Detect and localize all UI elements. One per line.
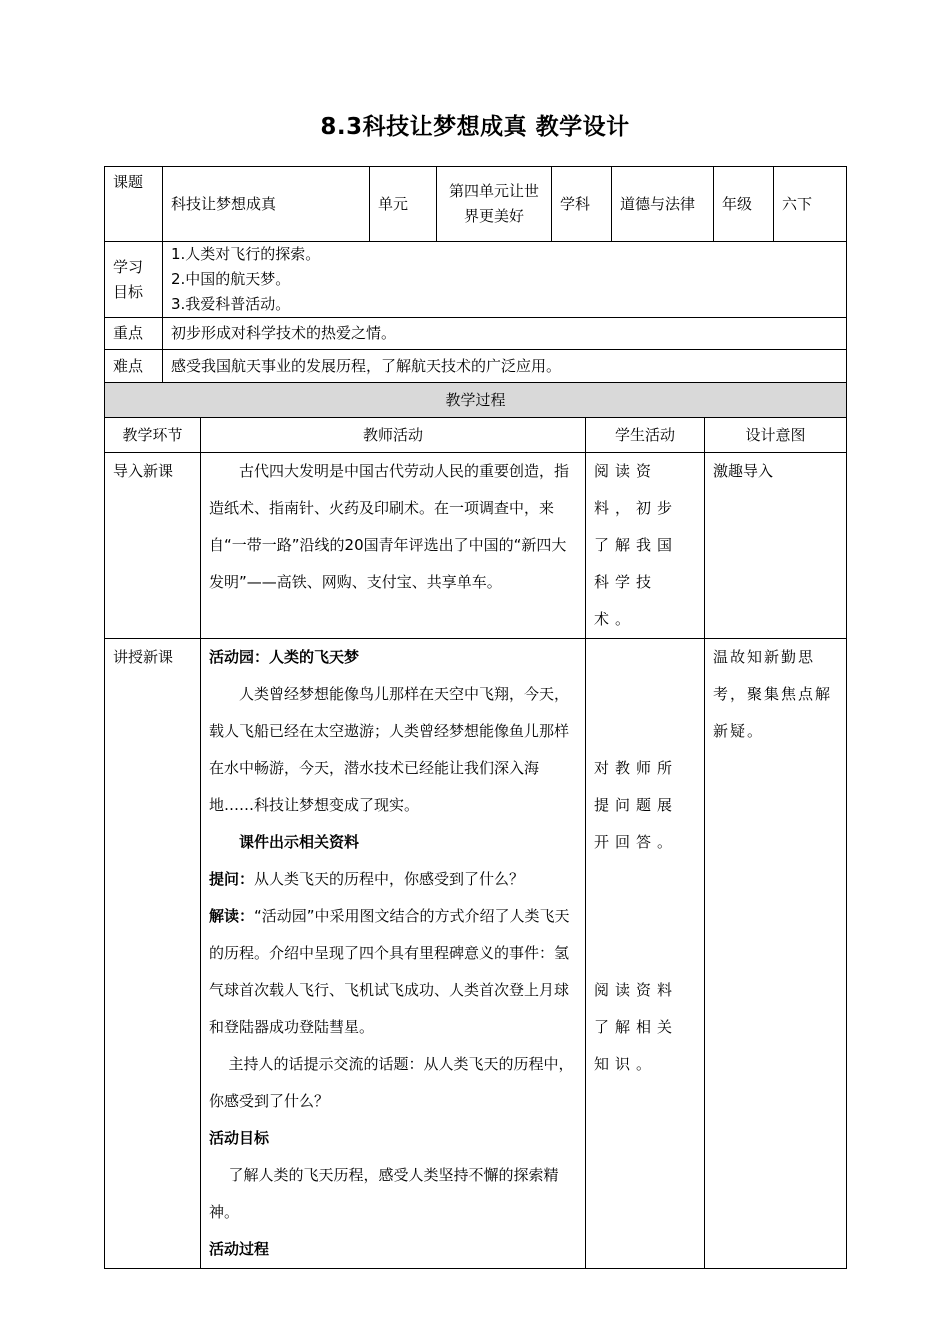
teacher-teach	[201, 639, 586, 1269]
stage-intro: 导入新课	[105, 453, 201, 639]
grade-value: 六下	[774, 167, 847, 242]
teacher-intro: 古代四大发明是中国古代劳动人民的重要创造，指造纸术、指南针、火药及印刷术。在一项调查中，来自“一带一路”沿线的20国青年评选出了中国的“新四大发明”——高铁、网购、支付宝、共享单车。	[201, 453, 586, 639]
question-text: 从人类飞天的历程中，你感受到了什么？	[254, 870, 525, 888]
student-reading: 阅读资料了解相关知识。	[594, 981, 679, 1073]
host-prompt: 主持人的话提示交流的话题：从人类飞天的历程中，你感受到了什么？	[209, 1055, 574, 1110]
intent-intro: 激趣导入	[705, 453, 847, 639]
grade-label: 年级	[714, 167, 774, 242]
question-label: 提问：	[209, 870, 255, 888]
unit-value: 第四单元让世界更美好	[437, 167, 552, 242]
subject-value: 道德与法律	[612, 167, 714, 242]
column-header: 教师活动	[201, 418, 586, 453]
student-intro: 阅读资料，初步了解我国科学技术。	[586, 453, 705, 639]
goal-item: 3.我爱科普活动。	[171, 295, 291, 313]
column-header: 教学环节	[105, 418, 201, 453]
key-label: 重点	[105, 318, 163, 350]
activity-paragraph: 人类曾经梦想能像鸟儿那样在天空中飞翔，今天，载人飞船已经在太空遨游；人类曾经梦想能像鱼儿那样在水中畅游，今天，潜水技术已经能让我们深入海地……科技让梦想变成了现实。	[209, 685, 570, 814]
process-header: 教学过程	[105, 383, 847, 418]
courseware-note: 课件出示相关资料	[239, 833, 360, 851]
unit-label: 单元	[370, 167, 437, 242]
goals-list	[163, 242, 847, 318]
column-header: 设计意图	[705, 418, 847, 453]
explain-label: 解读：	[209, 907, 255, 925]
key-value: 初步形成对科学技术的热爱之情。	[163, 318, 847, 350]
topic-label: 课题	[105, 167, 163, 242]
page-title: 8.3科技让梦想成真 教学设计	[320, 114, 630, 140]
column-header: 学生活动	[586, 418, 705, 453]
process-table	[104, 382, 847, 1269]
question-line	[209, 861, 577, 898]
intent-teach: 温故知新勤思考，聚集焦点解新疑。	[705, 639, 847, 1269]
activity-title: 活动园：人类的飞天梦	[209, 648, 360, 666]
goal-item: 1.人类对飞行的探索。	[171, 245, 321, 263]
subject-label: 学科	[552, 167, 612, 242]
stage-teach: 讲授新课	[105, 639, 201, 1269]
goal-heading: 活动目标	[209, 1129, 270, 1147]
goals-label: 学习目标	[105, 242, 163, 318]
topic-value: 科技让梦想成真	[163, 167, 370, 242]
difficulty-label: 难点	[105, 350, 163, 383]
goal-item: 2.中国的航天梦。	[171, 270, 291, 288]
process-heading: 活动过程	[209, 1240, 270, 1258]
info-table	[104, 166, 847, 383]
student-teach	[586, 639, 705, 1269]
explain-text: “活动园”中采用图文结合的方式介绍了人类飞天的历程。介绍中呈现了四个具有里程碑意义的事件：氢气球首次载人飞行、飞机试飞成功、人类首次登上月球和登陆器成功登陆彗星。	[209, 907, 570, 1036]
difficulty-value: 感受我国航天事业的发展历程，了解航天技术的广泛应用。	[163, 350, 847, 383]
goal-text: 了解人类的飞天历程，感受人类坚持不懈的探索精神。	[209, 1166, 559, 1221]
explain-line	[209, 898, 577, 1046]
student-answer: 对教师所提问题展开回答。	[594, 759, 679, 851]
